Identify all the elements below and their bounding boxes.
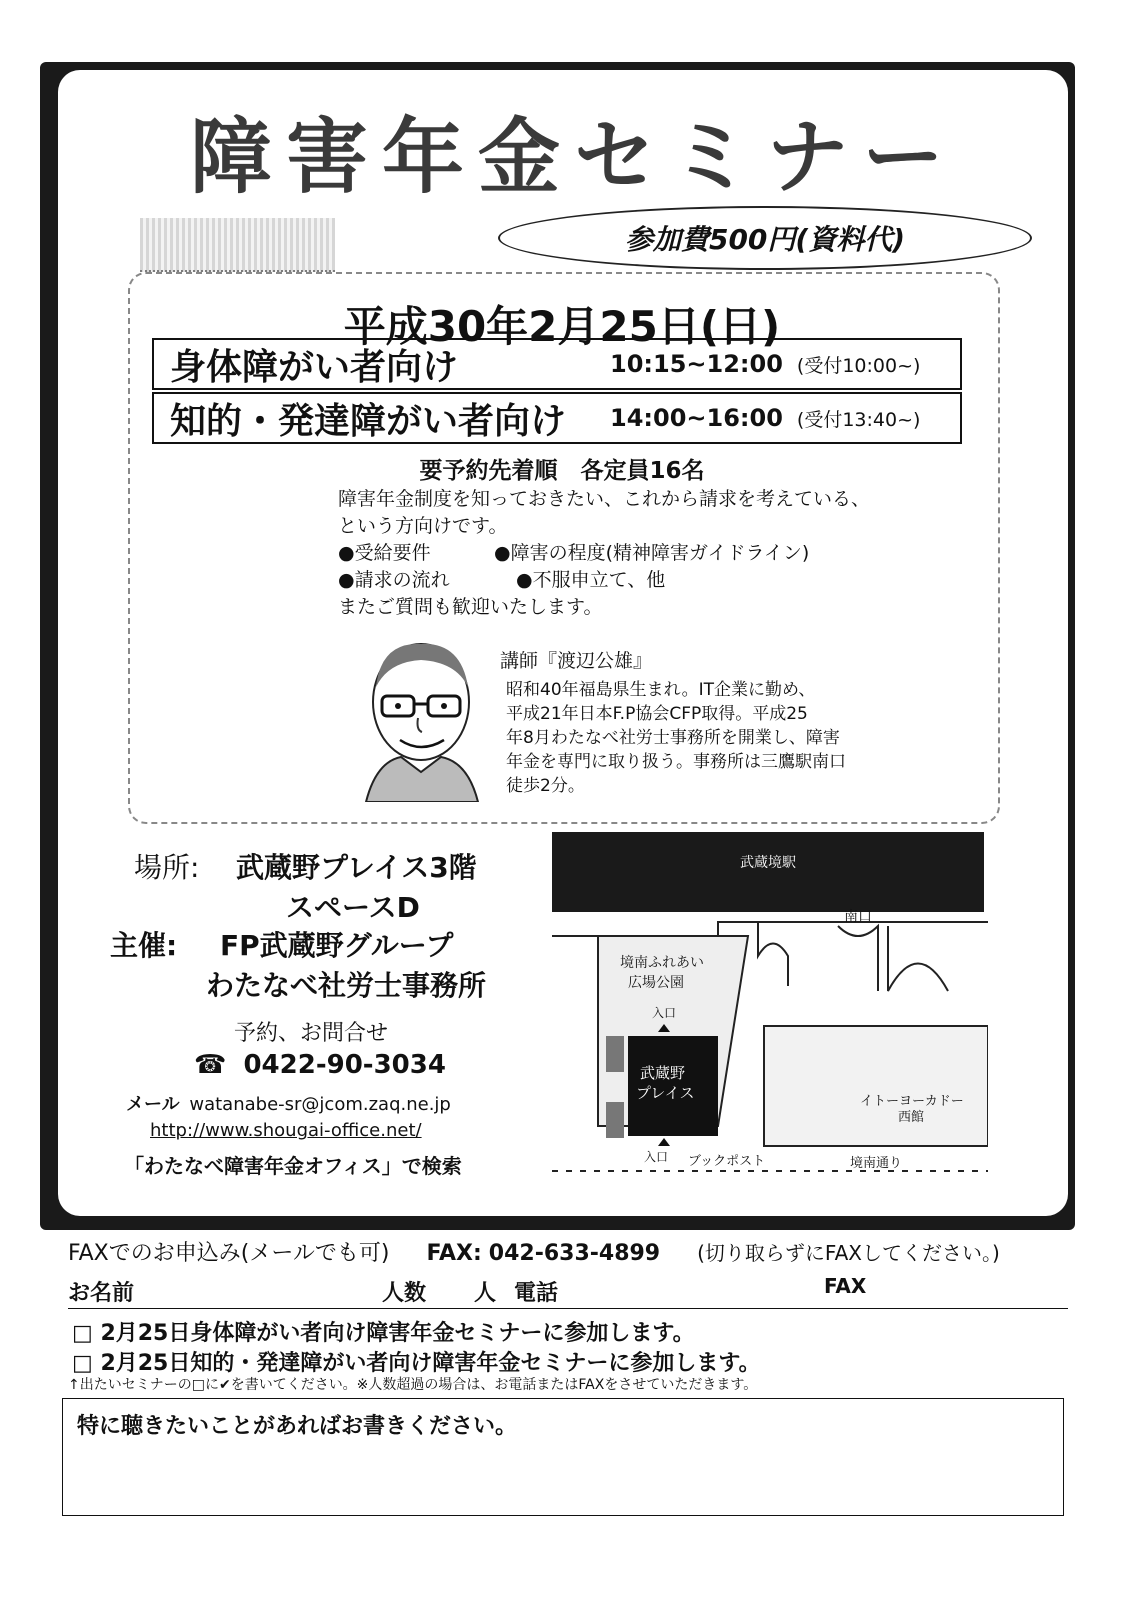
venue-room: スペースD: [286, 891, 420, 924]
map-label-bookpost: ブックポスト: [688, 1154, 766, 1169]
name-field-label[interactable]: お名前: [68, 1281, 135, 1306]
fax-note: (切り取らずにFAXしてください。): [697, 1241, 1000, 1265]
map-label-store: イトーヨーカドー: [860, 1094, 964, 1109]
bullet-item: ●不服申立て、他: [516, 569, 666, 591]
map-label-entrance: 入口: [652, 1006, 677, 1020]
map-label-south-exit: 南口: [844, 909, 872, 925]
organizer-name-2: わたなべ社労士事務所: [206, 969, 487, 1002]
email-address: watanabe-sr@jcom.zaq.ne.jp: [189, 1094, 451, 1115]
bullet-row: [338, 540, 968, 567]
session-reception: (受付10:00~): [796, 354, 921, 377]
bullet-row: [338, 567, 968, 594]
session-name: 知的・発達障がい者向け: [170, 400, 567, 442]
fee-text: 参加費500円(資料代): [624, 223, 906, 256]
count-field-label[interactable]: 人数: [382, 1281, 427, 1306]
description: [338, 486, 968, 621]
bio-line: 平成21年日本F.P協会CFP取得。平成25: [506, 704, 808, 724]
session-row-1: [152, 338, 962, 390]
map-label-entrance: 入口: [644, 1150, 669, 1164]
bio-line: 年8月わたなべ社労士事務所を開業し、障害: [506, 728, 840, 748]
fax-field-label[interactable]: FAX: [824, 1274, 867, 1298]
fee-badge: [498, 206, 1032, 270]
session-name: 身体障がい者向け: [170, 346, 459, 388]
count-unit: 人: [474, 1281, 497, 1306]
request-textarea[interactable]: [62, 1398, 1064, 1516]
contact-heading: 予約、お問合せ: [234, 1021, 389, 1046]
map-label-park: 境南ふれあい: [620, 955, 704, 971]
bullet-item: ●請求の流れ: [338, 569, 450, 591]
fax-heading: FAXでのお申込み(メールでも可): [68, 1241, 390, 1266]
checkbox-session-2[interactable]: □ 2月25日知的・発達障がい者向け障害年金セミナーに参加します。: [72, 1351, 761, 1376]
bullet-item: ●受給要件: [338, 542, 431, 564]
search-hint: 「わたなべ障害年金オフィス」で検索: [124, 1154, 462, 1178]
checkbox-instructions: ↑出たいセミナーの□に✔を書いてください。※人数超過の場合は、お電話またはFAXをさせていただきます。: [68, 1377, 758, 1393]
bio-line: 年金を専門に取り扱う。事務所は三鷹駅南口: [506, 752, 846, 772]
lecturer-portrait-icon: [356, 632, 486, 802]
phone-field-label[interactable]: 電話: [514, 1281, 559, 1306]
lecturer-bio: [506, 678, 966, 798]
organizer-name-1: FP武蔵野グループ: [220, 929, 454, 962]
bullet-item: ●障害の程度(精神障害ガイドライン): [494, 542, 810, 564]
map-label-building: プレイス: [636, 1084, 695, 1102]
fax-label: FAX:: [426, 1241, 482, 1266]
blurred-label: [140, 218, 335, 272]
venue-label: 場所:: [134, 851, 200, 884]
reservation-note: 要予約先着順 各定員16名: [419, 458, 705, 484]
session-row-2: [152, 392, 962, 444]
session-reception: (受付13:40~): [796, 408, 921, 431]
fax-header: [68, 1236, 1000, 1267]
organizer-label: 主催:: [110, 929, 178, 962]
description-line: またご質問も歓迎いたします。: [338, 596, 603, 618]
bio-line: 昭和40年福島県生まれ。IT企業に勤め、: [506, 680, 816, 700]
applicant-form-row: [68, 1274, 1068, 1309]
fax-number: 042-633-4899: [488, 1241, 661, 1266]
map-label-building: 武蔵野: [640, 1064, 686, 1082]
request-label: 特に聴きたいことがあればお書きください。: [77, 1414, 518, 1439]
map-label-street: 境南通り: [850, 1156, 903, 1171]
access-map: [548, 826, 988, 1176]
telephone-icon: ☎: [194, 1050, 227, 1080]
map-label-store: 西館: [898, 1110, 925, 1125]
session-time: 10:15~12:00: [610, 350, 783, 378]
lecturer-name: 講師『渡辺公雄』: [500, 650, 653, 672]
phone-number: 0422-90-3034: [243, 1050, 446, 1080]
venue-name: 武蔵野プレイス3階: [236, 851, 477, 884]
phone-row: [194, 1050, 446, 1080]
description-line: 障害年金制度を知っておきたい、これから請求を考えている、: [338, 488, 871, 510]
seminar-date: 平成30年2月25日(日): [343, 302, 781, 351]
bio-line: 徒歩2分。: [506, 776, 585, 796]
description-line: という方向けです。: [338, 515, 508, 537]
page-title: 障害年金セミナー: [190, 110, 959, 205]
website-link[interactable]: http://www.shougai-office.net/: [150, 1120, 422, 1141]
map-label-park: 広場公園: [628, 975, 684, 991]
session-time: 14:00~16:00: [610, 404, 783, 432]
email-row: [126, 1090, 451, 1116]
email-label: メール: [126, 1094, 180, 1115]
map-label-station: 武蔵境駅: [740, 855, 796, 871]
checkbox-session-1[interactable]: □ 2月25日身体障がい者向け障害年金セミナーに参加します。: [72, 1321, 695, 1346]
